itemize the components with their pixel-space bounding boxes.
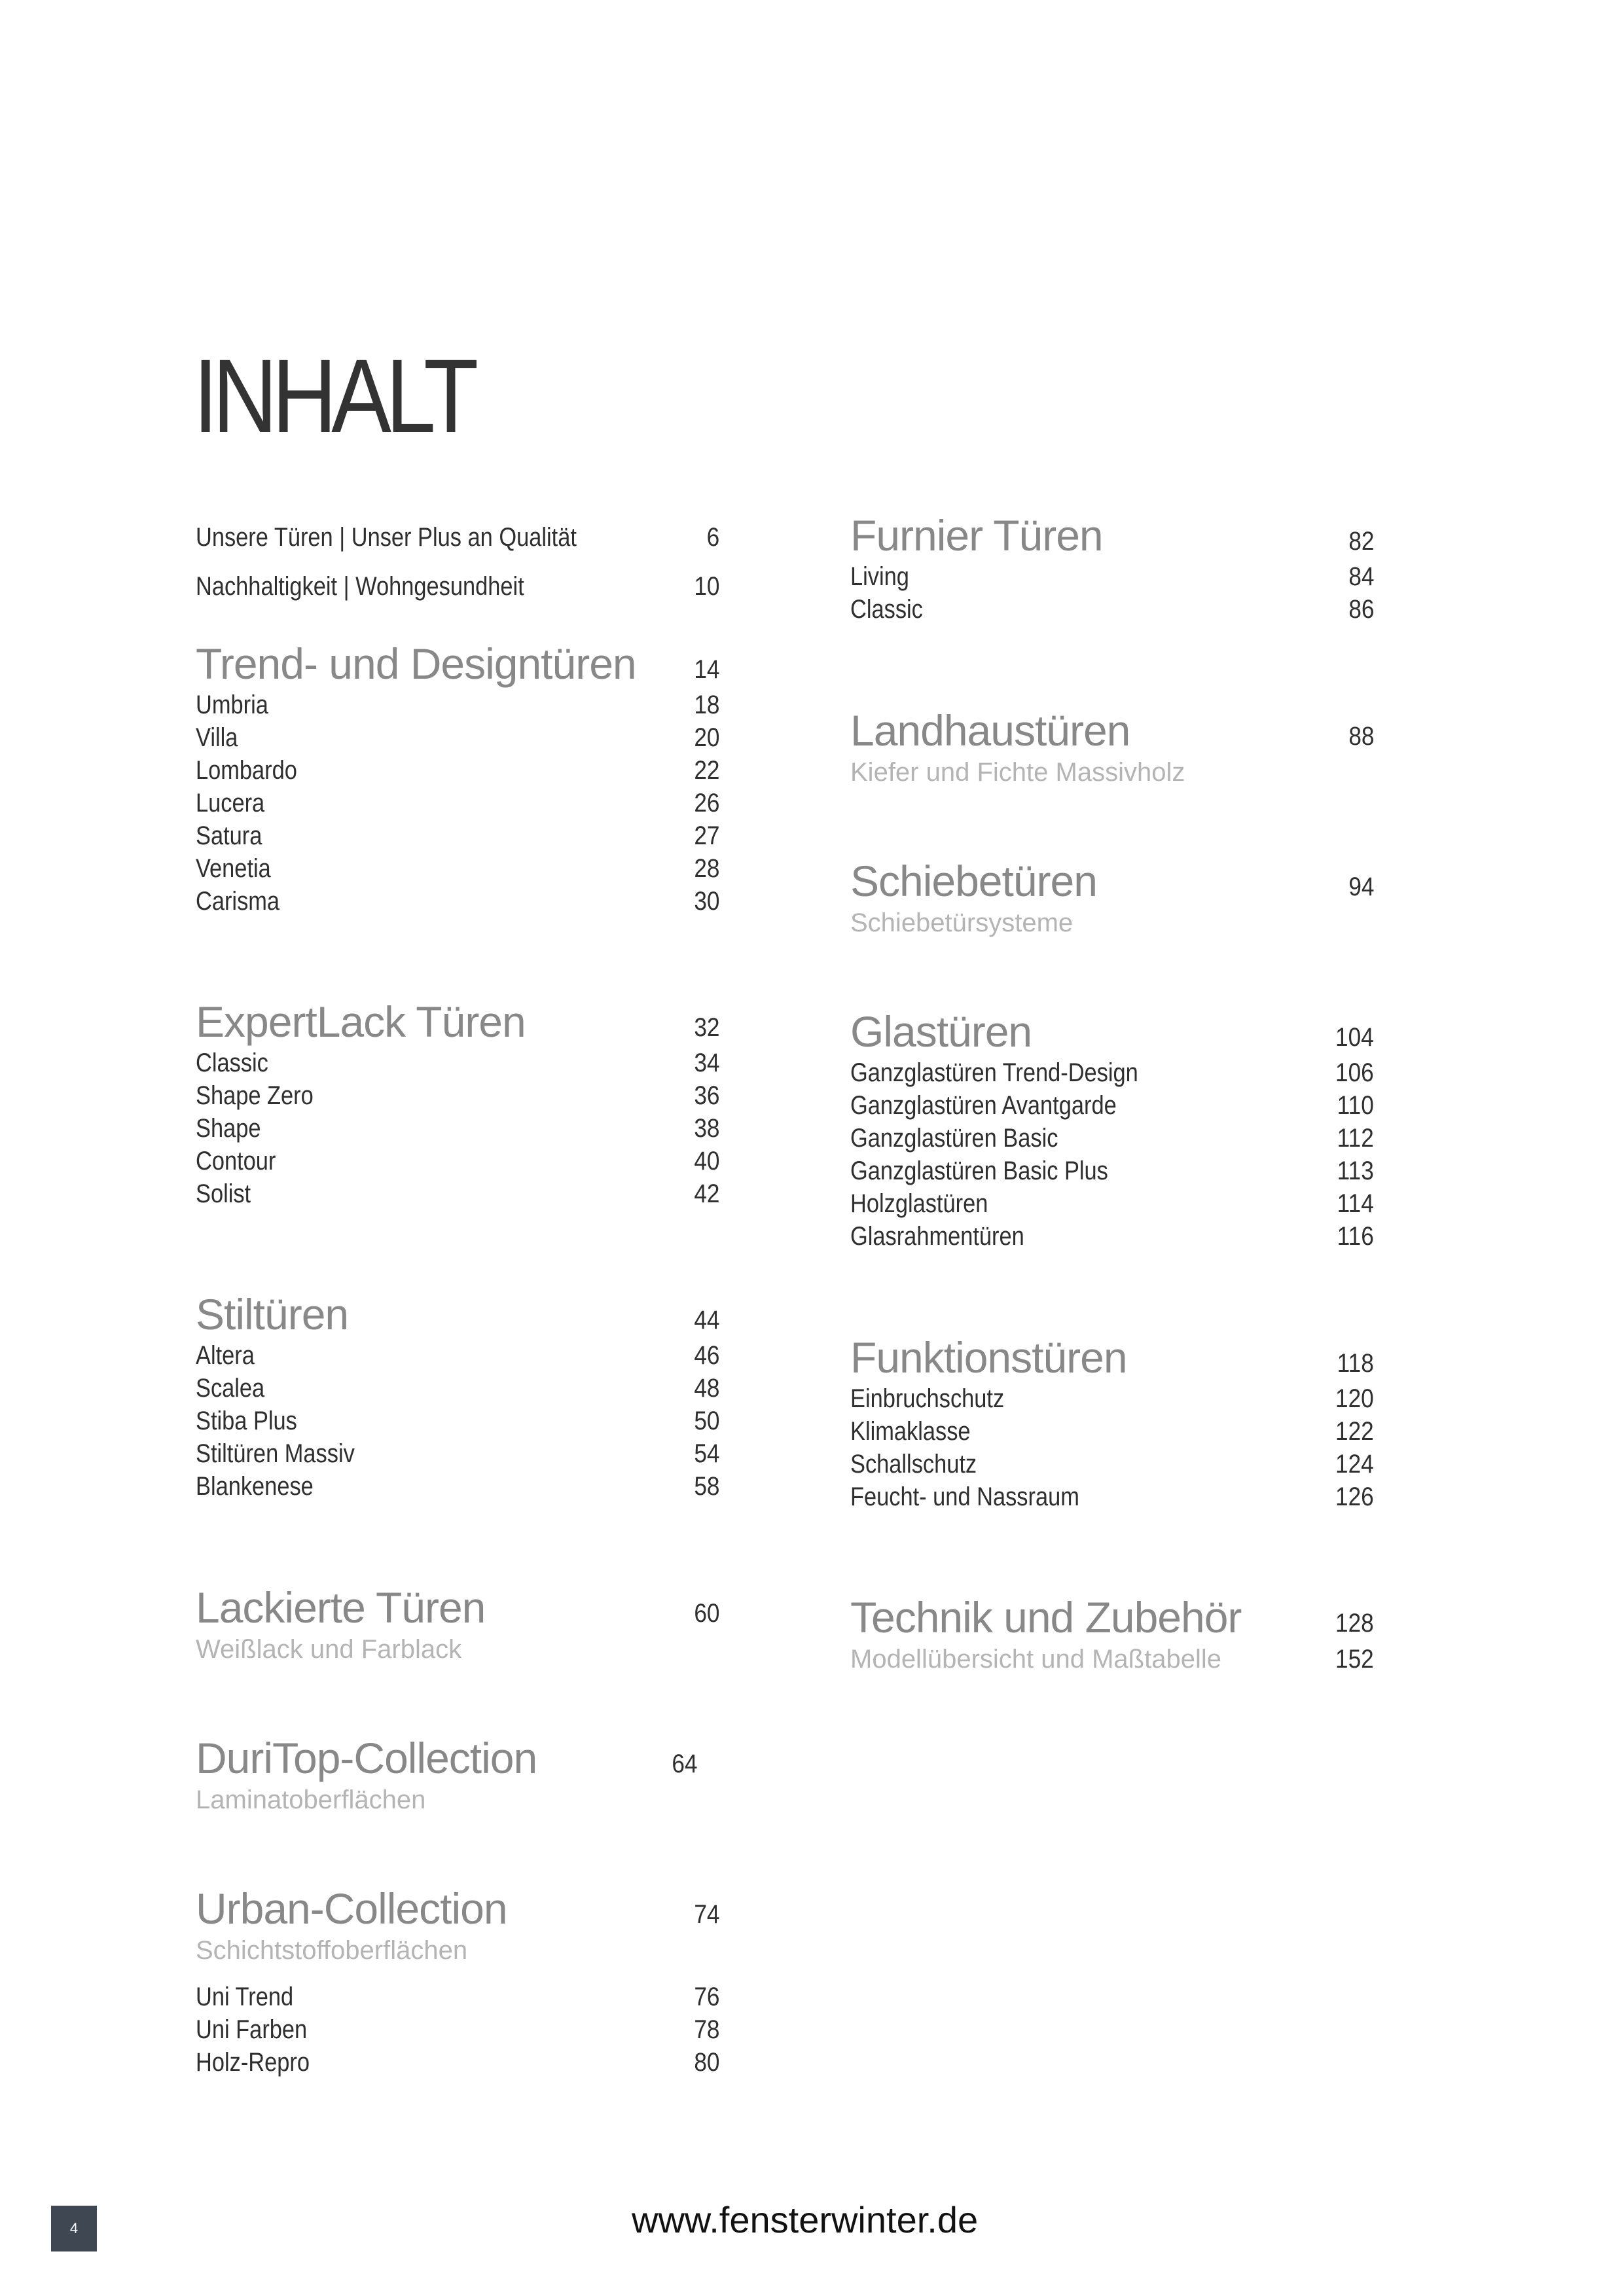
section-heading[interactable] (196, 1885, 719, 1932)
toc-entry-label: Lucera (196, 789, 265, 817)
section-title: Funktionstüren (850, 1333, 1127, 1382)
toc-entry[interactable] (196, 1437, 719, 1470)
toc-entry-page: 84 (1348, 562, 1374, 591)
toc-entry-page: 18 (693, 691, 719, 719)
toc-section-technik (850, 1594, 1374, 1676)
page-title: INHALT (193, 337, 473, 454)
toc-entry[interactable] (850, 1056, 1374, 1089)
toc-entry-page: 10 (693, 572, 719, 601)
section-page: 64 (671, 1749, 697, 1778)
toc-entry-page: 80 (693, 2048, 719, 2077)
toc-entry-page: 40 (693, 1147, 719, 1175)
section-heading[interactable] (196, 1291, 719, 1338)
toc-entry-label: Holz-Repro (196, 2048, 310, 2077)
toc-entry-page: 42 (693, 1179, 719, 1208)
toc-entry-label: Classic (196, 1049, 268, 1077)
toc-section-landhaus (850, 707, 1374, 789)
toc-entry-page: 76 (693, 1982, 719, 2011)
toc-entry-label: Scalea (196, 1374, 265, 1403)
toc-entry[interactable] (196, 570, 719, 603)
toc-entry[interactable] (196, 1470, 719, 1503)
toc-entry-label: Feucht- und Nassraum (850, 1482, 1079, 1511)
toc-entry-label: Contour (196, 1147, 276, 1175)
toc-entry-label: Blankenese (196, 1472, 314, 1501)
toc-entry[interactable] (196, 852, 719, 885)
section-title: Technik und Zubehör (850, 1593, 1242, 1641)
toc-entry-label: Carisma (196, 887, 280, 916)
section-page: 94 (1348, 872, 1374, 901)
section-heading[interactable] (850, 707, 1374, 754)
toc-entry-label: Altera (196, 1341, 255, 1370)
section-subtitle: Modellübersicht und Maßtabelle (850, 1645, 1221, 1674)
toc-entry-label: Glasrahmentüren (850, 1222, 1024, 1251)
toc-entry[interactable] (196, 1981, 719, 2013)
toc-entry-label: Schallschutz (850, 1450, 977, 1479)
section-page: 82 (1348, 527, 1374, 556)
toc-entry-page: 46 (693, 1341, 719, 1370)
toc-entry-page: 54 (693, 1439, 719, 1468)
section-heading[interactable] (196, 1734, 719, 1782)
toc-entry-page: 58 (693, 1472, 719, 1501)
footer-url[interactable]: www.fensterwinter.de (632, 2199, 979, 2240)
section-heading[interactable] (196, 1584, 719, 1631)
toc-section-trend (196, 640, 719, 918)
toc-entry-page: 30 (693, 887, 719, 916)
section-subtitle-row[interactable] (850, 1642, 1374, 1676)
section-title: Stiltüren (196, 1290, 349, 1338)
toc-entry[interactable] (850, 560, 1374, 593)
toc-entry[interactable] (850, 1089, 1374, 1122)
toc-entry[interactable] (196, 521, 719, 554)
toc-entry-page: 50 (693, 1407, 719, 1435)
section-heading[interactable] (850, 512, 1374, 559)
toc-entry-label: Einbruchschutz (850, 1384, 1005, 1413)
toc-section-duritop (196, 1734, 719, 1817)
toc-entry-page: 126 (1335, 1482, 1374, 1511)
toc-entry-label: Lombardo (196, 756, 297, 785)
toc-entry-label: Villa (196, 723, 238, 752)
toc-section-stil (196, 1291, 719, 1503)
toc-entry[interactable] (196, 1405, 719, 1437)
section-subtitle: Schiebetürsysteme (850, 908, 1074, 937)
toc-entry[interactable] (196, 754, 719, 787)
toc-section-lackiert (196, 1584, 719, 1666)
toc-entry[interactable] (196, 885, 719, 918)
section-subtitle-page: 152 (1335, 1645, 1374, 1674)
section-title: Trend- und Designtüren (196, 639, 636, 688)
toc-entry-label: Classic (850, 595, 923, 624)
toc-entry-label: Uni Trend (196, 1982, 294, 2011)
toc-entry-page: 26 (693, 789, 719, 817)
section-title: Furnier Türen (850, 511, 1103, 560)
toc-entry-label: Ganzglastüren Basic Plus (850, 1157, 1108, 1185)
toc-entry[interactable] (196, 1047, 719, 1079)
toc-entry[interactable] (850, 1155, 1374, 1187)
section-page: 128 (1335, 1609, 1374, 1638)
toc-entry[interactable] (850, 1480, 1374, 1513)
toc-entry-page: 114 (1337, 1189, 1374, 1218)
section-title: Landhaustüren (850, 706, 1130, 755)
section-page: 118 (1337, 1349, 1374, 1378)
toc-section-urban (196, 1885, 719, 2079)
toc-entry-label: Venetia (196, 854, 271, 883)
toc-entry[interactable] (196, 1145, 719, 1177)
toc-entry-label: Shape Zero (196, 1081, 314, 1110)
toc-entry-page: 106 (1335, 1058, 1374, 1087)
toc-entry[interactable] (196, 1079, 719, 1112)
section-page: 32 (693, 1013, 719, 1042)
toc-entry[interactable] (196, 2013, 719, 2046)
toc-entry-page: 124 (1335, 1450, 1374, 1479)
toc-section-funktion (850, 1334, 1374, 1513)
toc-entry-page: 6 (706, 523, 719, 552)
toc-entry-page: 120 (1335, 1384, 1374, 1413)
toc-entry[interactable] (850, 1122, 1374, 1155)
section-subtitle: Weißlack und Farblack (196, 1635, 462, 1664)
toc-entry-page: 78 (693, 2015, 719, 2044)
section-title: ExpertLack Türen (196, 997, 526, 1046)
section-subtitle-row (196, 1783, 719, 1817)
toc-entry-label: Ganzglastüren Avantgarde (850, 1091, 1117, 1120)
toc-entry-label: Klimaklasse (850, 1417, 971, 1446)
section-title: Urban-Collection (196, 1884, 507, 1933)
toc-section-expertlack (196, 998, 719, 1210)
toc-entry-label: Ganzglastüren Trend-Design (850, 1058, 1138, 1087)
section-title: DuriTop-Collection (196, 1734, 537, 1782)
toc-entry-label: Stiba Plus (196, 1407, 297, 1435)
section-heading[interactable] (850, 1594, 1374, 1641)
toc-entry-page: 112 (1337, 1124, 1374, 1153)
toc-entry-label: Stiltüren Massiv (196, 1439, 355, 1468)
section-subtitle: Schichtstoffoberflächen (196, 1936, 468, 1965)
toc-entry-label: Uni Farben (196, 2015, 308, 2044)
section-title: Schiebetüren (850, 857, 1097, 905)
toc-section-furnier (850, 512, 1374, 626)
section-subtitle-row (850, 755, 1374, 789)
toc-entry-page: 48 (693, 1374, 719, 1403)
toc-entry-label: Unsere Türen | Unser Plus an Qualität (196, 523, 577, 552)
toc-section-glas (850, 1008, 1374, 1253)
toc-entry[interactable] (196, 1177, 719, 1210)
toc-entry-label: Holzglastüren (850, 1189, 988, 1218)
section-subtitle: Laminatoberflächen (196, 1785, 426, 1814)
section-subtitle-row (196, 1933, 719, 1967)
toc-entry[interactable] (850, 1415, 1374, 1448)
toc-intro (196, 521, 719, 603)
toc-entry-page: 38 (693, 1114, 719, 1143)
toc-entry[interactable] (196, 1339, 719, 1372)
toc-entry-page: 113 (1337, 1157, 1374, 1185)
toc-entry-page: 20 (693, 723, 719, 752)
section-page: 88 (1348, 722, 1374, 751)
section-page: 104 (1335, 1023, 1374, 1052)
toc-entry-page: 27 (693, 821, 719, 850)
toc-section-schiebe (850, 857, 1374, 940)
section-page: 44 (693, 1306, 719, 1335)
section-title: Lackierte Türen (196, 1583, 486, 1632)
toc-entry-label: Solist (196, 1179, 251, 1208)
section-heading[interactable] (196, 998, 719, 1045)
toc-entry-label: Nachhaltigkeit | Wohngesundheit (196, 572, 524, 601)
toc-entry[interactable] (850, 1220, 1374, 1253)
section-heading[interactable] (850, 857, 1374, 905)
toc-entry-page: 22 (693, 756, 719, 785)
toc-entry-page: 36 (693, 1081, 719, 1110)
section-page: 60 (693, 1599, 719, 1628)
toc-entry[interactable] (850, 1448, 1374, 1480)
toc-entry-page: 122 (1335, 1417, 1374, 1446)
toc-entry[interactable] (196, 787, 719, 819)
section-subtitle: Kiefer und Fichte Massivholz (850, 758, 1185, 787)
toc-entry-page: 86 (1348, 595, 1374, 624)
toc-entry-label: Ganzglastüren Basic (850, 1124, 1058, 1153)
section-heading[interactable] (850, 1334, 1374, 1381)
section-page: 14 (693, 655, 719, 684)
toc-entry-label: Living (850, 562, 909, 591)
toc-entry[interactable] (196, 1372, 719, 1405)
toc-entry-label: Satura (196, 821, 262, 850)
toc-entry-label: Shape (196, 1114, 261, 1143)
toc-entry-page: 116 (1337, 1222, 1374, 1251)
toc-entry[interactable] (850, 1382, 1374, 1415)
toc-entry[interactable] (196, 1112, 719, 1145)
toc-entry-page: 110 (1337, 1091, 1374, 1120)
toc-entry[interactable] (850, 1187, 1374, 1220)
toc-entry-label: Umbria (196, 691, 268, 719)
toc-entry[interactable] (196, 819, 719, 852)
section-title: Glastüren (850, 1007, 1032, 1056)
section-subtitle-row (850, 906, 1374, 940)
section-page: 74 (693, 1900, 719, 1929)
section-heading[interactable] (196, 640, 719, 687)
toc-entry[interactable] (196, 721, 719, 754)
toc-entry-page: 34 (693, 1049, 719, 1077)
toc-entry[interactable] (196, 689, 719, 721)
section-heading[interactable] (850, 1008, 1374, 1055)
toc-entry[interactable] (850, 593, 1374, 626)
section-subtitle-row (196, 1632, 719, 1666)
page-number-badge: 4 (51, 2206, 97, 2251)
toc-entry-page: 28 (693, 854, 719, 883)
toc-entry[interactable] (196, 2046, 719, 2079)
